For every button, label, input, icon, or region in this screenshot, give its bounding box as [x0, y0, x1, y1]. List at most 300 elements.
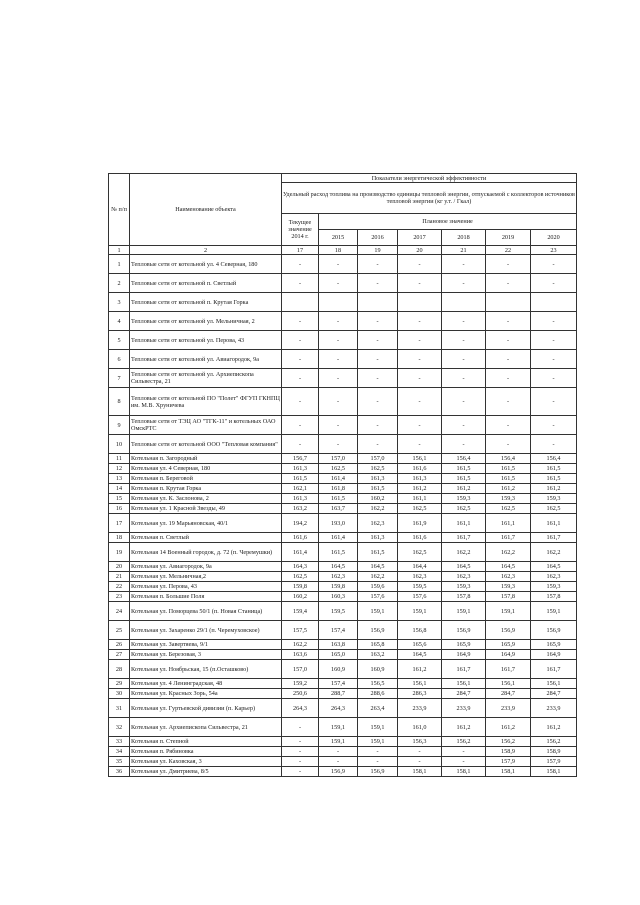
row-number: 10 — [109, 435, 130, 454]
value-cell: 158,1 — [398, 767, 442, 777]
energy-efficiency-table — [108, 173, 577, 777]
object-name: Котельная ул. Мельничная,2 — [130, 572, 282, 582]
value-cell: 165,9 — [486, 640, 531, 650]
value-cell: - — [282, 350, 319, 369]
value-cell: 286,3 — [398, 689, 442, 699]
value-cell: 164,9 — [531, 650, 577, 660]
object-name: Котельная п. Степной — [130, 737, 282, 747]
value-cell: 161,7 — [442, 660, 486, 679]
object-name: Котельная ул. Архиепископа Сильвестра, 21 — [130, 718, 282, 737]
value-cell: 162,2 — [531, 543, 577, 562]
value-cell: 161,4 — [319, 533, 358, 543]
value-cell: 163,7 — [319, 504, 358, 514]
table-row — [109, 679, 577, 689]
value-cell: 161,5 — [358, 543, 398, 562]
value-cell: - — [442, 416, 486, 435]
value-cell: - — [442, 369, 486, 388]
value-cell: - — [282, 416, 319, 435]
value-cell: 164,5 — [442, 562, 486, 572]
value-cell: 159,3 — [442, 494, 486, 504]
value-cell: - — [282, 435, 319, 454]
value-cell: 157,0 — [282, 660, 319, 679]
row-number: 13 — [109, 474, 130, 484]
value-cell: 156,9 — [486, 621, 531, 640]
table-row — [109, 416, 577, 435]
object-name: Котельная ул. Поморцева 50/1 (п. Новая Станица) — [130, 602, 282, 621]
object-name: Котельная п. Береговой — [130, 474, 282, 484]
value-cell: - — [319, 388, 358, 416]
value-cell: - — [442, 350, 486, 369]
value-cell: 156,9 — [358, 767, 398, 777]
value-cell: 160,2 — [282, 592, 319, 602]
row-number: 25 — [109, 621, 130, 640]
value-cell: 162,2 — [442, 543, 486, 562]
object-name: Котельная п. Крутая Горка — [130, 484, 282, 494]
value-cell: 161,3 — [358, 533, 398, 543]
value-cell: 157,5 — [282, 621, 319, 640]
row-number: 31 — [109, 699, 130, 718]
column-number-row — [109, 246, 577, 255]
value-cell: 157,4 — [319, 679, 358, 689]
value-cell: - — [358, 369, 398, 388]
value-cell: 159,1 — [358, 602, 398, 621]
value-cell — [319, 293, 358, 312]
table-row — [109, 737, 577, 747]
column-number: 2 — [130, 246, 282, 255]
value-cell: 156,2 — [531, 737, 577, 747]
object-name: Котельная ул. Красных Зорь, 54а — [130, 689, 282, 699]
table-row — [109, 602, 577, 621]
value-cell: 264,3 — [282, 699, 319, 718]
value-cell: 156,2 — [486, 737, 531, 747]
value-cell: 164,5 — [358, 562, 398, 572]
value-cell: 284,7 — [442, 689, 486, 699]
object-name: Котельная ул. 4 Ленинградская, 48 — [130, 679, 282, 689]
value-cell: 159,3 — [442, 582, 486, 592]
value-cell: - — [442, 747, 486, 757]
value-cell: 159,5 — [398, 582, 442, 592]
row-number: 7 — [109, 369, 130, 388]
row-number: 3 — [109, 293, 130, 312]
table-row — [109, 592, 577, 602]
value-cell: - — [282, 757, 319, 767]
value-cell: 161,2 — [398, 484, 442, 494]
value-cell: - — [442, 331, 486, 350]
value-cell: - — [398, 274, 442, 293]
value-cell: 162,2 — [282, 640, 319, 650]
object-name: Тепловые сети от котельной п. Крутая Горка — [130, 293, 282, 312]
value-cell: 161,2 — [442, 718, 486, 737]
planned-value-header: Плановое значение — [319, 214, 577, 230]
value-cell: 158,1 — [531, 767, 577, 777]
value-cell: - — [398, 369, 442, 388]
value-cell: - — [531, 369, 577, 388]
value-cell: 160,3 — [319, 592, 358, 602]
value-cell: - — [531, 350, 577, 369]
value-cell: 165,9 — [442, 640, 486, 650]
value-cell: 157,0 — [319, 454, 358, 464]
year-header: 2020 — [531, 230, 577, 246]
value-cell: 162,5 — [398, 504, 442, 514]
year-header: 2017 — [398, 230, 442, 246]
object-name: Котельная п. Светлый — [130, 533, 282, 543]
value-cell: - — [282, 274, 319, 293]
table-row — [109, 350, 577, 369]
value-cell: 288,7 — [319, 689, 358, 699]
row-number: 35 — [109, 757, 130, 767]
value-cell: 162,5 — [442, 504, 486, 514]
object-name: Котельная ул. Захаренко 29/1 (п. Черемуховское) — [130, 621, 282, 640]
value-cell: 161,5 — [486, 464, 531, 474]
value-cell: - — [486, 331, 531, 350]
value-cell: - — [486, 350, 531, 369]
value-cell: - — [319, 331, 358, 350]
object-name: Котельная ул. 4 Северная, 180 — [130, 464, 282, 474]
value-cell — [282, 293, 319, 312]
value-cell: 163,6 — [282, 650, 319, 660]
value-cell: - — [398, 350, 442, 369]
value-cell: 158,1 — [486, 767, 531, 777]
value-cell: 156,1 — [442, 679, 486, 689]
value-cell: 159,3 — [486, 494, 531, 504]
value-cell: - — [486, 435, 531, 454]
value-cell: 161,6 — [282, 533, 319, 543]
object-name: Котельная ул. 19 Марьяновская, 40/1 — [130, 514, 282, 533]
value-cell: 164,4 — [398, 562, 442, 572]
value-cell: 194,2 — [282, 514, 319, 533]
year-header: 2016 — [358, 230, 398, 246]
value-cell: 162,5 — [358, 464, 398, 474]
row-number: 15 — [109, 494, 130, 504]
current-value-header: Текущее значение 2014 г. — [282, 214, 319, 246]
value-cell: - — [398, 388, 442, 416]
value-cell: 233,9 — [442, 699, 486, 718]
row-number: 2 — [109, 274, 130, 293]
value-cell: 161,7 — [531, 660, 577, 679]
year-header: 2015 — [319, 230, 358, 246]
value-cell: 157,6 — [358, 592, 398, 602]
column-number: 21 — [442, 246, 486, 255]
value-cell: 157,0 — [358, 454, 398, 464]
value-cell: - — [282, 718, 319, 737]
object-name: Котельная ул. Перова, 43 — [130, 582, 282, 592]
value-cell: 161,3 — [282, 494, 319, 504]
value-cell: 162,3 — [442, 572, 486, 582]
value-cell — [486, 293, 531, 312]
value-cell: - — [282, 767, 319, 777]
object-name: Котельная ул. Ноябрьская, 15 (п.Осташково) — [130, 660, 282, 679]
value-cell: 161,5 — [358, 484, 398, 494]
value-cell: - — [531, 388, 577, 416]
value-cell: 161,5 — [442, 474, 486, 484]
value-cell: 164,9 — [442, 650, 486, 660]
value-cell: 163,2 — [358, 650, 398, 660]
row-number: 17 — [109, 514, 130, 533]
value-cell: 162,2 — [358, 572, 398, 582]
value-cell: 159,1 — [319, 718, 358, 737]
value-cell: 162,2 — [486, 543, 531, 562]
value-cell: 159,8 — [319, 582, 358, 592]
value-cell: 159,2 — [282, 679, 319, 689]
row-number: 9 — [109, 416, 130, 435]
row-number: 30 — [109, 689, 130, 699]
value-cell: 164,5 — [398, 650, 442, 660]
value-cell: 161,4 — [319, 474, 358, 484]
table-row — [109, 435, 577, 454]
value-cell: 161,5 — [282, 474, 319, 484]
value-cell: 164,5 — [531, 562, 577, 572]
table-row — [109, 562, 577, 572]
value-cell: 161,5 — [319, 494, 358, 504]
value-cell: - — [282, 737, 319, 747]
value-cell: 162,5 — [398, 543, 442, 562]
value-cell: 156,7 — [282, 454, 319, 464]
column-number: 20 — [398, 246, 442, 255]
value-cell: 156,4 — [531, 454, 577, 464]
value-cell: - — [531, 416, 577, 435]
value-cell: - — [486, 369, 531, 388]
value-cell: 159,1 — [358, 737, 398, 747]
row-number: 21 — [109, 572, 130, 582]
value-cell: 157,6 — [398, 592, 442, 602]
value-cell: 162,5 — [282, 572, 319, 582]
value-cell: - — [398, 255, 442, 274]
value-cell: 165,0 — [319, 650, 358, 660]
object-name: Тепловые сети от котельной ООО "Тепловая компания" — [130, 435, 282, 454]
year-header: 2019 — [486, 230, 531, 246]
table-header — [109, 174, 577, 255]
value-cell: - — [531, 255, 577, 274]
value-cell: 156,5 — [358, 679, 398, 689]
value-cell: - — [358, 747, 398, 757]
value-cell: 161,3 — [358, 474, 398, 484]
value-cell: 161,2 — [442, 484, 486, 494]
value-cell: - — [358, 331, 398, 350]
col-num-header: № п/п — [109, 174, 130, 246]
row-number: 5 — [109, 331, 130, 350]
row-number: 4 — [109, 312, 130, 331]
object-name: Котельная 14 Военный городок, д. 72 (п. Черемушки) — [130, 543, 282, 562]
value-cell: - — [282, 747, 319, 757]
value-cell: 284,7 — [531, 689, 577, 699]
value-cell: 161,2 — [531, 718, 577, 737]
value-cell: 160,2 — [358, 494, 398, 504]
row-number: 33 — [109, 737, 130, 747]
object-name: Котельная ул. 1 Красной Звезды, 49 — [130, 504, 282, 514]
group-title: Показатели энергетической эффективности — [282, 174, 577, 183]
value-cell: - — [282, 312, 319, 331]
value-cell: 164,5 — [319, 562, 358, 572]
value-cell: - — [358, 312, 398, 331]
value-cell: 233,9 — [486, 699, 531, 718]
value-cell: 158,1 — [442, 767, 486, 777]
value-cell: 159,3 — [531, 582, 577, 592]
value-cell: 159,8 — [282, 582, 319, 592]
value-cell: 159,3 — [531, 494, 577, 504]
object-name: Тепловые сети от котельной ул. Мельничная, 2 — [130, 312, 282, 331]
value-cell: - — [358, 350, 398, 369]
value-cell: 161,5 — [319, 543, 358, 562]
object-name: Тепловые сети от котельной ул. Архиепископа Сильвестра, 21 — [130, 369, 282, 388]
value-cell: 161,6 — [398, 464, 442, 474]
value-cell: 156,4 — [486, 454, 531, 464]
value-cell: 156,9 — [319, 767, 358, 777]
value-cell: 156,1 — [531, 679, 577, 689]
table-row — [109, 543, 577, 562]
value-cell: 160,9 — [358, 660, 398, 679]
object-name: Тепловые сети от котельной ул. 4 Северная, 180 — [130, 255, 282, 274]
value-cell: 161,9 — [398, 514, 442, 533]
value-cell: - — [358, 255, 398, 274]
value-cell: - — [486, 416, 531, 435]
value-cell: 162,3 — [358, 514, 398, 533]
value-cell: - — [319, 312, 358, 331]
value-cell: 156,9 — [358, 621, 398, 640]
value-cell: - — [358, 757, 398, 767]
row-number: 19 — [109, 543, 130, 562]
value-cell: 162,1 — [282, 484, 319, 494]
row-number: 28 — [109, 660, 130, 679]
value-cell: 159,1 — [442, 602, 486, 621]
value-cell: 161,0 — [398, 718, 442, 737]
value-cell: 163,8 — [319, 640, 358, 650]
row-number: 22 — [109, 582, 130, 592]
object-name: Котельная ул. Авиагородок, 9а — [130, 562, 282, 572]
value-cell: - — [398, 331, 442, 350]
table-row — [109, 504, 577, 514]
value-cell: 161,1 — [486, 514, 531, 533]
row-number: 16 — [109, 504, 130, 514]
value-cell: - — [319, 747, 358, 757]
table-row — [109, 293, 577, 312]
table-row — [109, 388, 577, 416]
value-cell: - — [442, 388, 486, 416]
value-cell: 161,3 — [282, 464, 319, 474]
table-row — [109, 464, 577, 474]
value-cell: 157,9 — [486, 757, 531, 767]
value-cell: - — [319, 416, 358, 435]
object-name: Тепловые сети от ТЭЦ АО "ТГК-11" и котельных ОАО ОмскРТС — [130, 416, 282, 435]
value-cell — [398, 293, 442, 312]
value-cell: 157,4 — [319, 621, 358, 640]
table-row — [109, 312, 577, 331]
row-number: 29 — [109, 679, 130, 689]
col-name-header: Наименование объекта — [130, 174, 282, 246]
value-cell: 156,9 — [442, 621, 486, 640]
value-cell: - — [282, 388, 319, 416]
row-number: 18 — [109, 533, 130, 543]
object-name: Тепловые сети от котельной ул. Авиагородок, 9а — [130, 350, 282, 369]
value-cell: 159,1 — [486, 602, 531, 621]
value-cell: 284,7 — [486, 689, 531, 699]
value-cell: 159,6 — [358, 582, 398, 592]
value-cell: 157,8 — [442, 592, 486, 602]
column-number: 19 — [358, 246, 398, 255]
table-row — [109, 689, 577, 699]
row-number: 26 — [109, 640, 130, 650]
value-cell: 263,4 — [358, 699, 398, 718]
value-cell: 159,3 — [486, 582, 531, 592]
value-cell: 164,9 — [486, 650, 531, 660]
column-number: 23 — [531, 246, 577, 255]
value-cell: - — [319, 369, 358, 388]
value-cell: 161,3 — [398, 474, 442, 484]
value-cell: - — [398, 757, 442, 767]
value-cell: - — [398, 416, 442, 435]
object-name: Котельная ул. Березовая, 3 — [130, 650, 282, 660]
value-cell: 159,1 — [319, 737, 358, 747]
value-cell: 156,4 — [442, 454, 486, 464]
value-cell: 157,9 — [531, 757, 577, 767]
row-number: 8 — [109, 388, 130, 416]
value-cell: 159,1 — [358, 718, 398, 737]
value-cell: - — [398, 747, 442, 757]
table-body — [109, 255, 577, 777]
value-cell — [358, 293, 398, 312]
value-cell: 158,9 — [486, 747, 531, 757]
table-row — [109, 699, 577, 718]
table-row — [109, 660, 577, 679]
value-cell — [531, 293, 577, 312]
value-cell: 161,5 — [531, 464, 577, 474]
value-cell: - — [442, 255, 486, 274]
value-cell: 161,5 — [442, 464, 486, 474]
value-cell: 161,2 — [531, 484, 577, 494]
object-name: Тепловые сети от котельной ПО "Полет" ФГУП ГКНПЦ им. М.В. Хруничева — [130, 388, 282, 416]
value-cell: 250,6 — [282, 689, 319, 699]
value-cell: 162,3 — [486, 572, 531, 582]
value-cell: 156,1 — [398, 454, 442, 464]
table-row — [109, 650, 577, 660]
value-cell: 233,9 — [398, 699, 442, 718]
table-row — [109, 718, 577, 737]
value-cell: 161,7 — [442, 533, 486, 543]
value-cell: - — [282, 331, 319, 350]
value-cell: 165,6 — [398, 640, 442, 650]
value-cell: 156,1 — [486, 679, 531, 689]
value-cell: 161,7 — [531, 533, 577, 543]
value-cell — [442, 293, 486, 312]
value-cell: - — [319, 757, 358, 767]
value-cell: 156,1 — [398, 679, 442, 689]
value-cell: - — [531, 312, 577, 331]
value-cell: 159,4 — [282, 602, 319, 621]
row-number: 20 — [109, 562, 130, 572]
value-cell: 160,9 — [319, 660, 358, 679]
value-cell: - — [319, 274, 358, 293]
value-cell: 161,1 — [531, 514, 577, 533]
value-cell: - — [531, 435, 577, 454]
value-cell: - — [358, 274, 398, 293]
object-name: Котельная ул. Завертяева, 9/1 — [130, 640, 282, 650]
row-number: 11 — [109, 454, 130, 464]
table-row — [109, 454, 577, 464]
table-row — [109, 582, 577, 592]
column-number: 18 — [319, 246, 358, 255]
table-row — [109, 484, 577, 494]
row-number: 27 — [109, 650, 130, 660]
object-name: Котельная ул. К. Заслонова, 2 — [130, 494, 282, 504]
object-name: Котельная п. Загородный — [130, 454, 282, 464]
value-cell: 156,8 — [398, 621, 442, 640]
value-cell: 264,3 — [319, 699, 358, 718]
table-row — [109, 572, 577, 582]
value-cell: - — [358, 416, 398, 435]
object-name: Котельная ул. Каховская, 3 — [130, 757, 282, 767]
column-number: 22 — [486, 246, 531, 255]
table-row — [109, 369, 577, 388]
table-row — [109, 255, 577, 274]
